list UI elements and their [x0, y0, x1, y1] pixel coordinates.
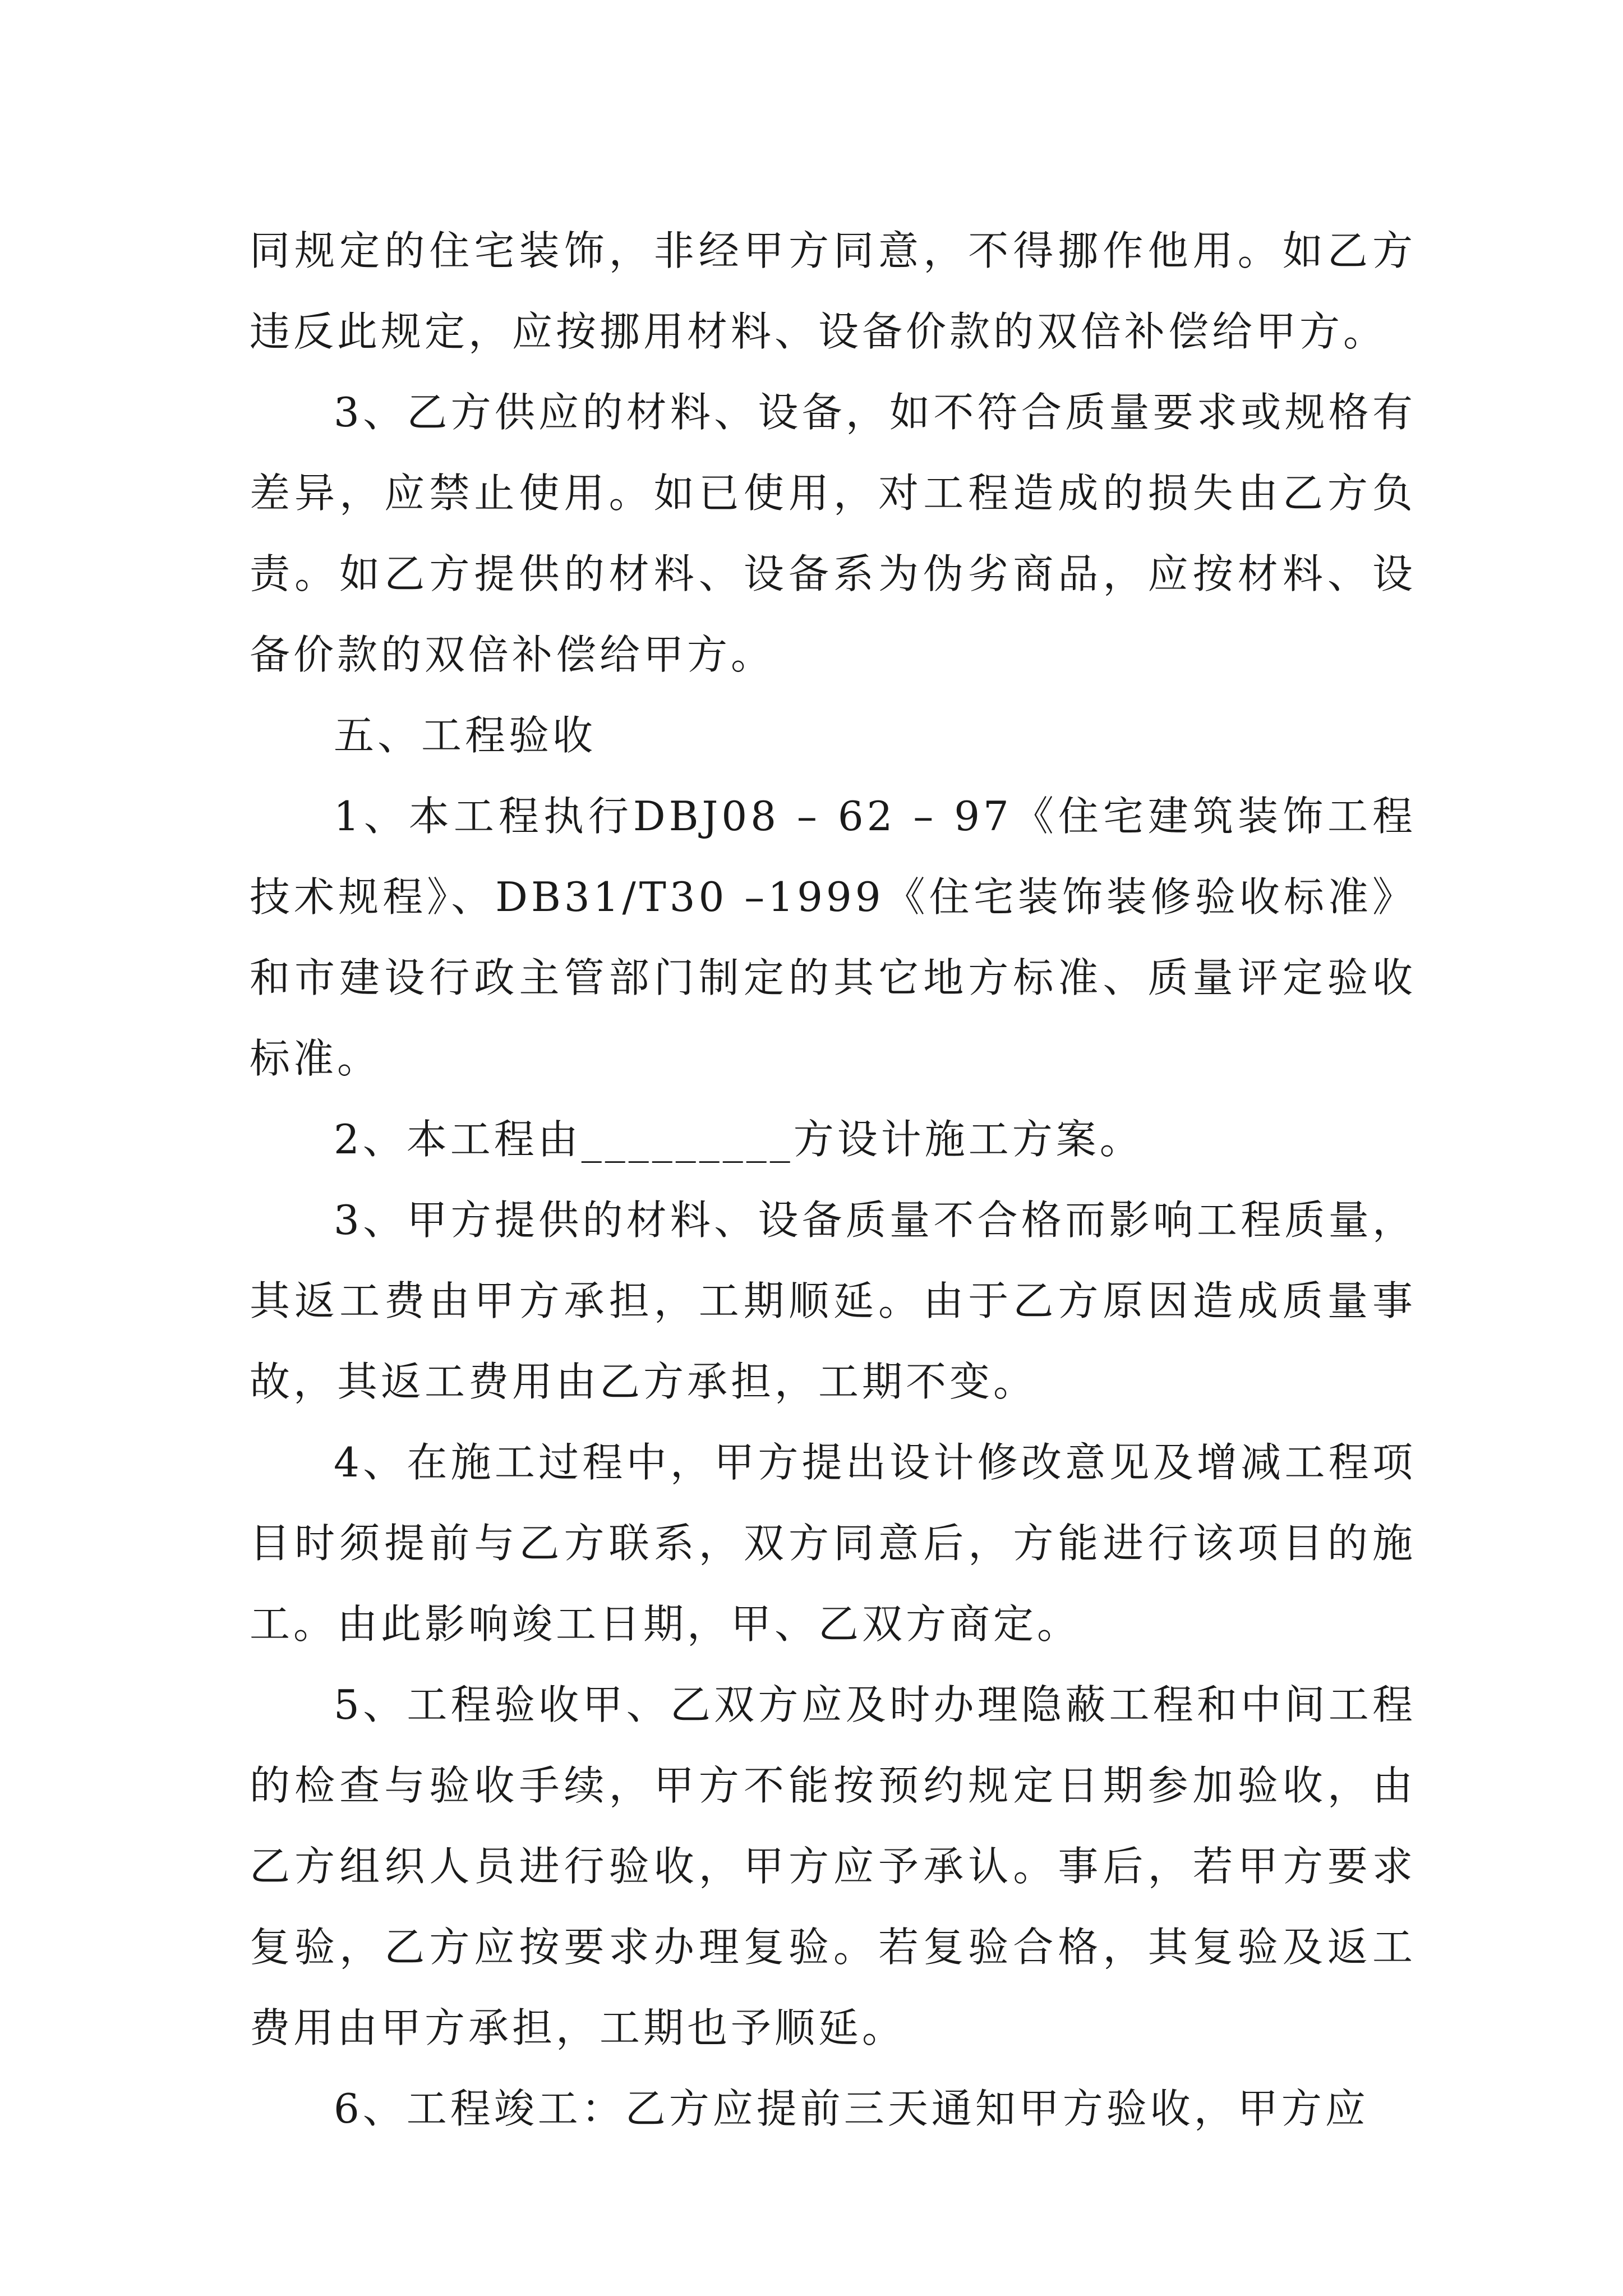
paragraph-clause-1-standards: 1、本工程执行DBJ08 – 62 – 97《住宅建筑装饰工程技术规程》、DB31/T30 –1999《住宅装饰装修验收标准》和市建设行政主管部门制定的其它地方标准、质量评定验收标准。	[250, 793, 1416, 1082]
paragraph-clause-6-completion: 6、工程竣工：乙方应提前三天通知甲方验收，甲方应	[334, 2085, 1369, 2132]
paragraph-clause-3-quality: 3、甲方提供的材料、设备质量不合格而影响工程质量，其返工费由甲方承担，工期顺延。由于乙方原因造成质量事故，其返工费用由乙方承担，工期不变。	[250, 1197, 1416, 1405]
document-body	[250, 210, 1416, 2149]
paragraph-clause-4-modification: 4、在施工过程中，甲方提出设计修改意见及增减工程项目时须提前与乙方联系，双方同意后，方能进行该项目的施工。由此影响竣工日期，甲、乙双方商定。	[250, 1439, 1416, 1648]
paragraph-clause-3-supply: 3、乙方供应的材料、设备，如不符合质量要求或规格有差异，应禁止使用。如已使用，对工程造成的损失由乙方负责。如乙方提供的材料、设备系为伪劣商品，应按材料、设备价款的双倍补偿给甲方。	[250, 389, 1416, 678]
section-heading-acceptance: 五、工程验收	[334, 712, 597, 759]
paragraph-clause-2-design: 2、本工程由_________方设计施工方案。	[334, 1116, 1144, 1163]
paragraph-clause-5-inspection: 5、工程验收甲、乙双方应及时办理隐蔽工程和中间工程的检查与验收手续，甲方不能按预约规定日期参加验收，由乙方组织人员进行验收，甲方应予承认。事后，若甲方要求复验，乙方应按要求办理复验。若复验合格，其复验及返工费用由甲方承担，工期也予顺延。	[250, 1681, 1416, 2051]
paragraph-continuation: 同规定的住宅装饰，非经甲方同意，不得挪作他用。如乙方违反此规定，应按挪用材料、设备价款的双倍补偿给甲方。	[250, 227, 1416, 355]
